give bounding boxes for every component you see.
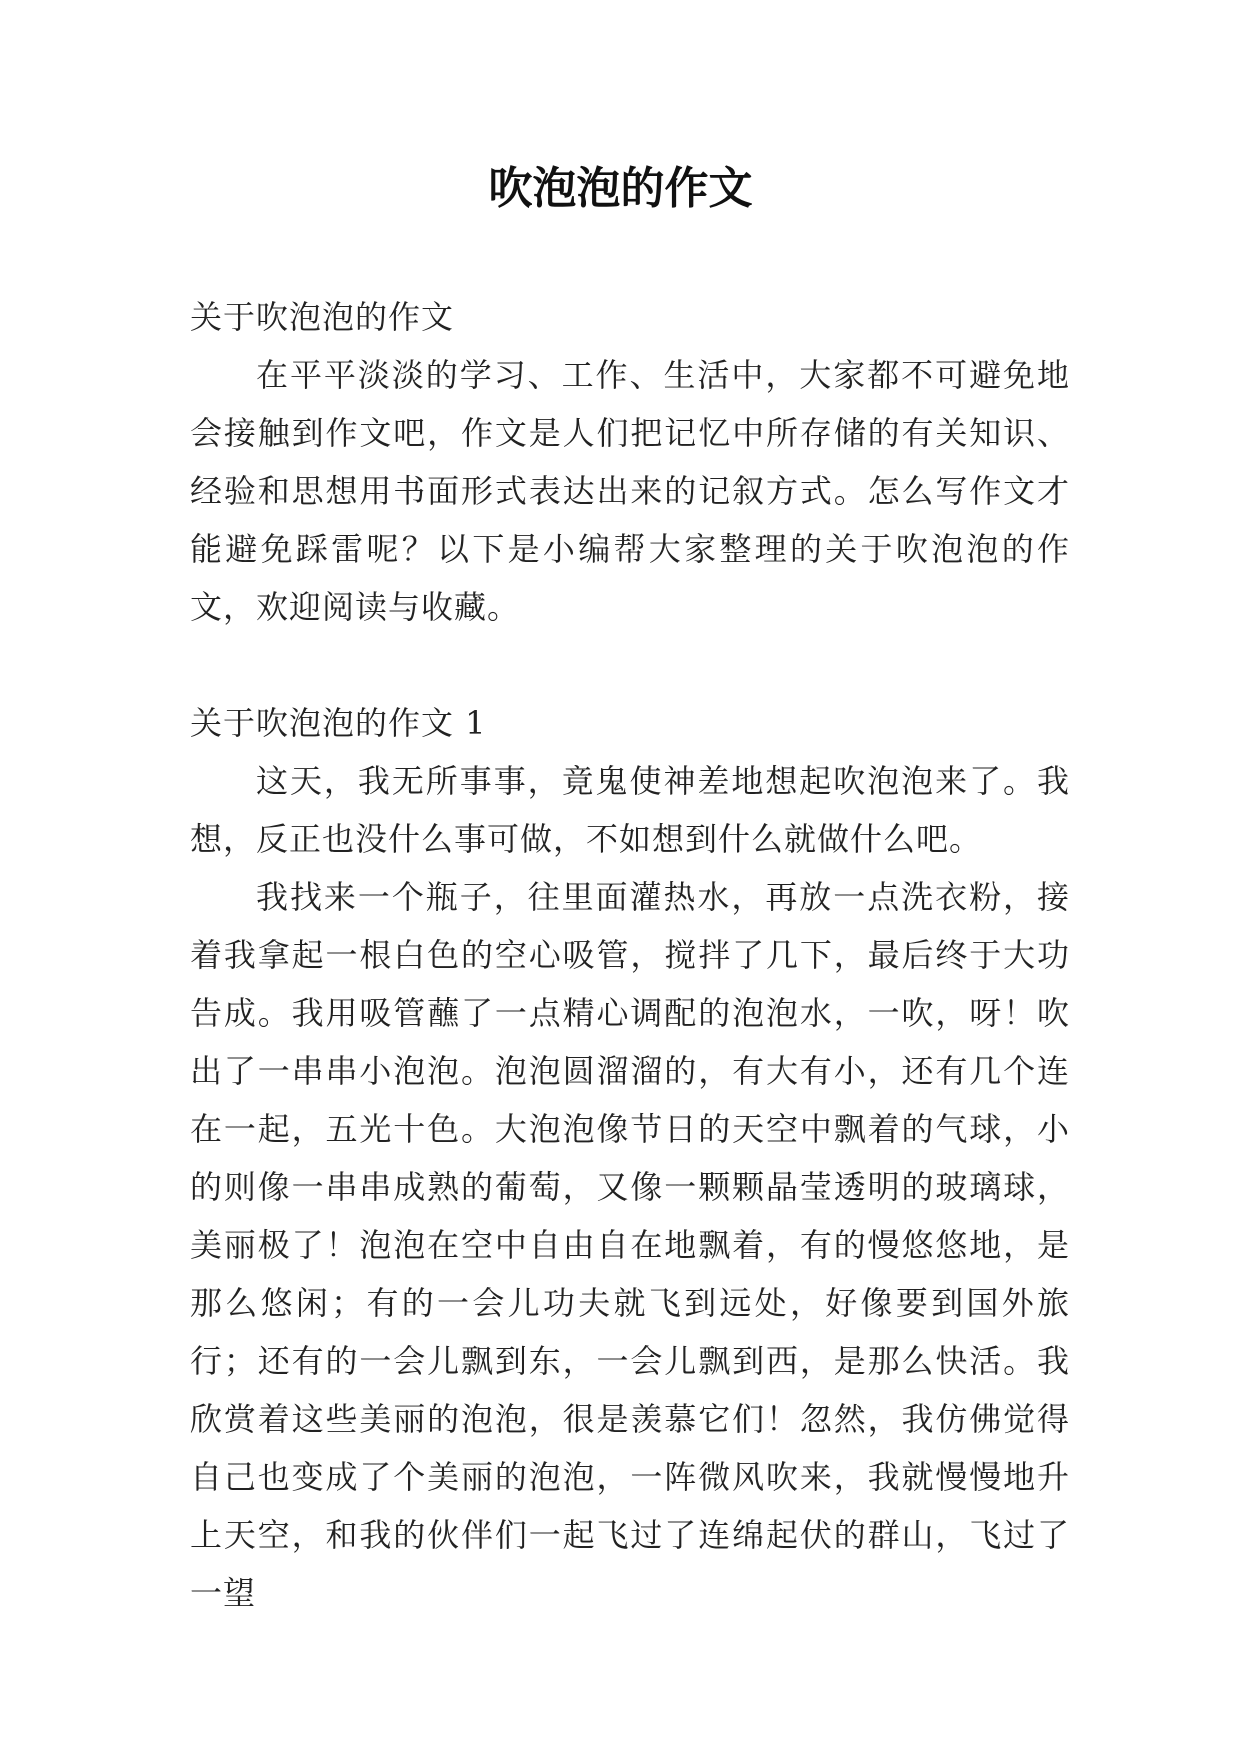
section-gap xyxy=(190,636,1070,694)
essay1-heading: 关于吹泡泡的作文 1 xyxy=(190,704,487,742)
essay1-paragraph-1: 这天，我无所事事，竟鬼使神差地想起吹泡泡来了。我想，反正也没什么事可做，不如想到什么就做什么吧。 xyxy=(190,762,1070,858)
intro-heading: 关于吹泡泡的作文 xyxy=(190,298,455,336)
intro-paragraph: 在平平淡淡的学习、工作、生活中，大家都不可避免地会接触到作文吧，作文是人们把记忆中所存储的有关知识、经验和思想用书面形式表达出来的记叙方式。怎么写作文才能避免踩雷呢？以下是小编帮大家整理的关于吹泡泡的作文，欢迎阅读与收藏。 xyxy=(190,356,1070,626)
document-body xyxy=(190,288,1070,1622)
essay1-paragraph-2: 我找来一个瓶子，往里面灌热水，再放一点洗衣粉，接着我拿起一根白色的空心吸管，搅拌了几下，最后终于大功告成。我用吸管蘸了一点精心调配的泡泡水，一吹，呀！吹出了一串串小泡泡。泡泡圆溜溜的，有大有小，还有几个连在一起，五光十色。大泡泡像节日的天空中飘着的气球，小的则像一串串成熟的葡萄，又像一颗颗晶莹透明的玻璃球，美丽极了！泡泡在空中自由自在地飘着，有的慢悠悠地，是那么悠闲；有的一会儿功夫就飞到远处，好像要到国外旅行；还有的一会儿飘到东，一会儿飘到西，是那么快活。我欣赏着这些美丽的泡泡，很是羡慕它们！忽然，我仿佛觉得自己也变成了个美丽的泡泡，一阵微风吹来，我就慢慢地升上天空，和我的伙伴们一起飞过了连绵起伏的群山，飞过了一望 xyxy=(190,878,1070,1612)
document-title: 吹泡泡的作文 xyxy=(488,163,753,214)
